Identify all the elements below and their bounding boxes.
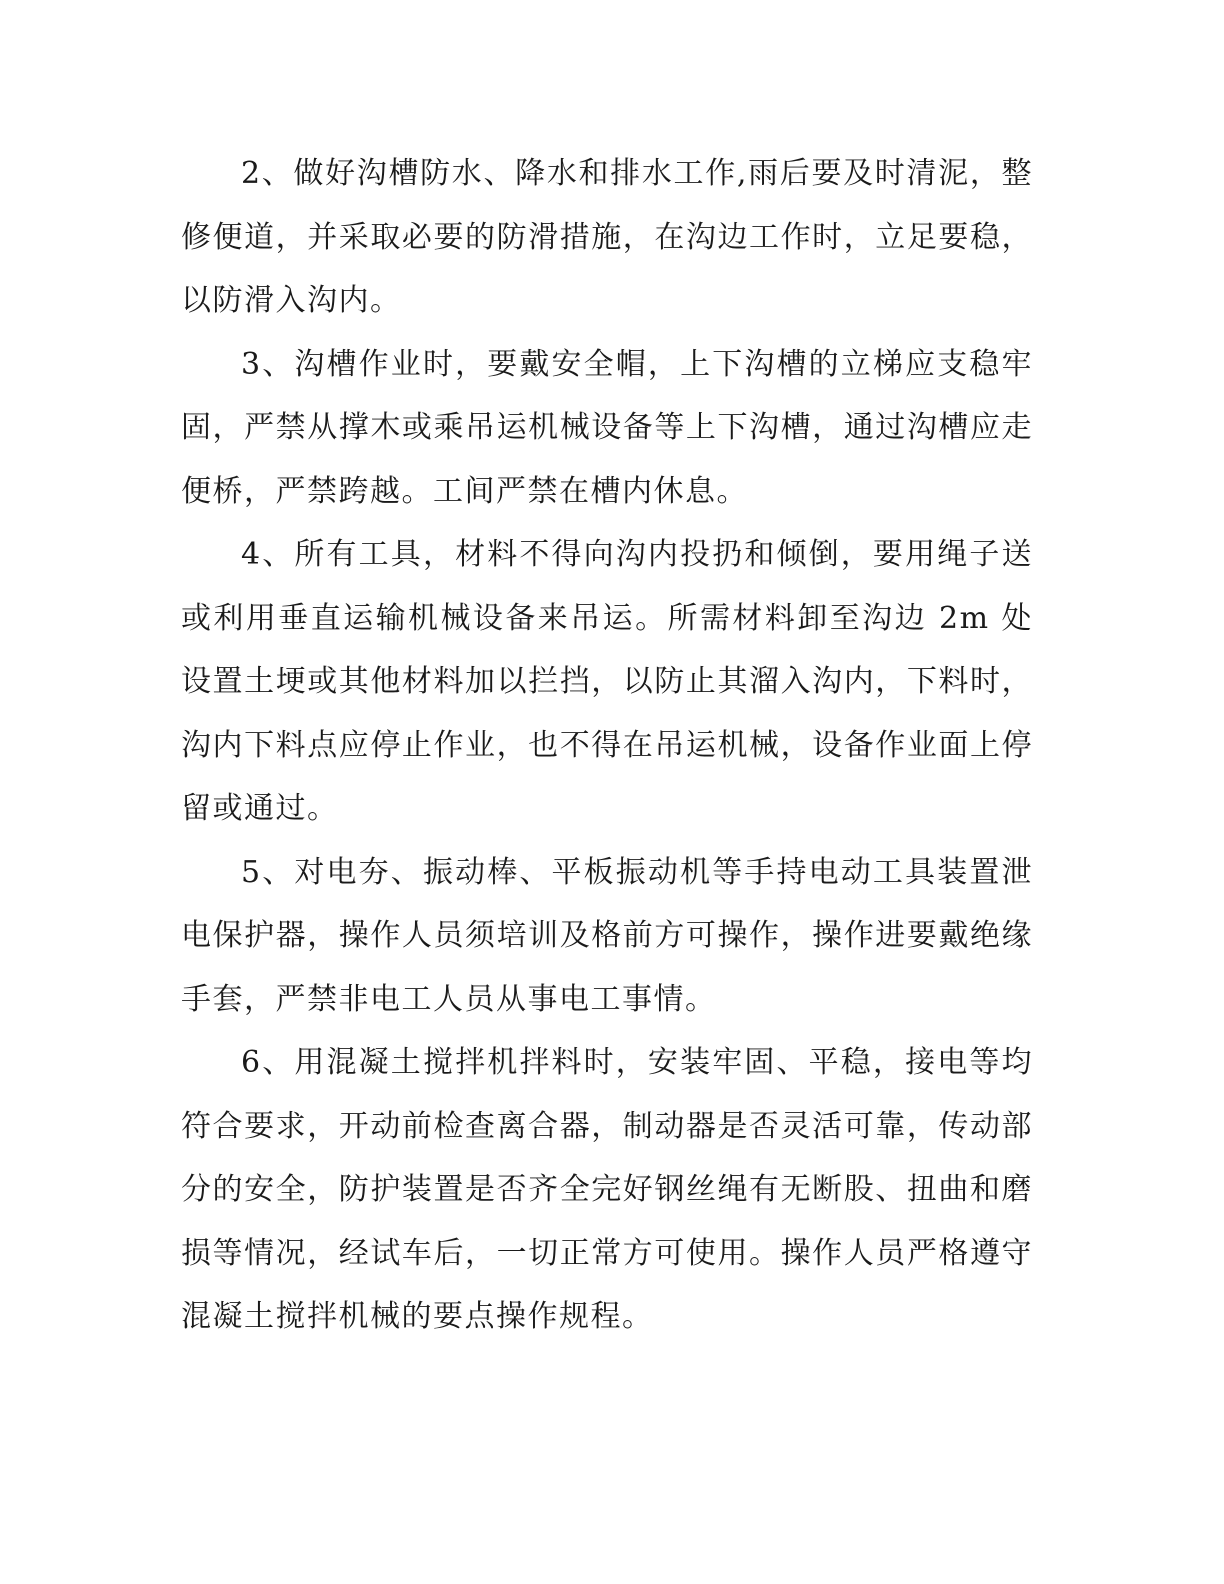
document-body (181, 142, 1033, 1349)
paragraph-item-4: 4、所有工具，材料不得向沟内投扔和倾倒，要用绳子送或利用垂直运输机械设备来吊运。所需材料卸至沟边 2m 处设置土埂或其他材料加以拦挡，以防止其溜入沟内，下料时，沟内下料点应停止作业，也不得在吊运机械，设备作业面上停留或通过。 (181, 537, 1033, 826)
paragraph-item-3: 3、沟槽作业时，要戴安全帽，上下沟槽的立梯应支稳牢固，严禁从撑木或乘吊运机械设备等上下沟槽，通过沟槽应走便桥，严禁跨越。工间严禁在槽内休息。 (181, 346, 1033, 509)
paragraph-item-2: 2、做好沟槽防水、降水和排水工作,雨后要及时清泥，整修便道，并采取必要的防滑措施，在沟边工作时，立足要稳，以防滑入沟内。 (181, 156, 1033, 318)
paragraph-item-6: 6、用混凝土搅拌机拌料时，安装牢固、平稳，接电等均符合要求，开动前检查离合器，制动器是否灵活可靠，传动部分的安全，防护装置是否齐全完好钢丝绳有无断股、扭曲和磨损等情况，经试车后，一切正常方可使用。操作人员严格遵守混凝土搅拌机械的要点操作规程。 (181, 1045, 1033, 1334)
paragraph-item-5: 5、对电夯、振动棒、平板振动机等手持电动工具装置泄电保护器，操作人员须培训及格前方可操作，操作进要戴绝缘手套，严禁非电工人员从事电工事情。 (181, 854, 1033, 1017)
